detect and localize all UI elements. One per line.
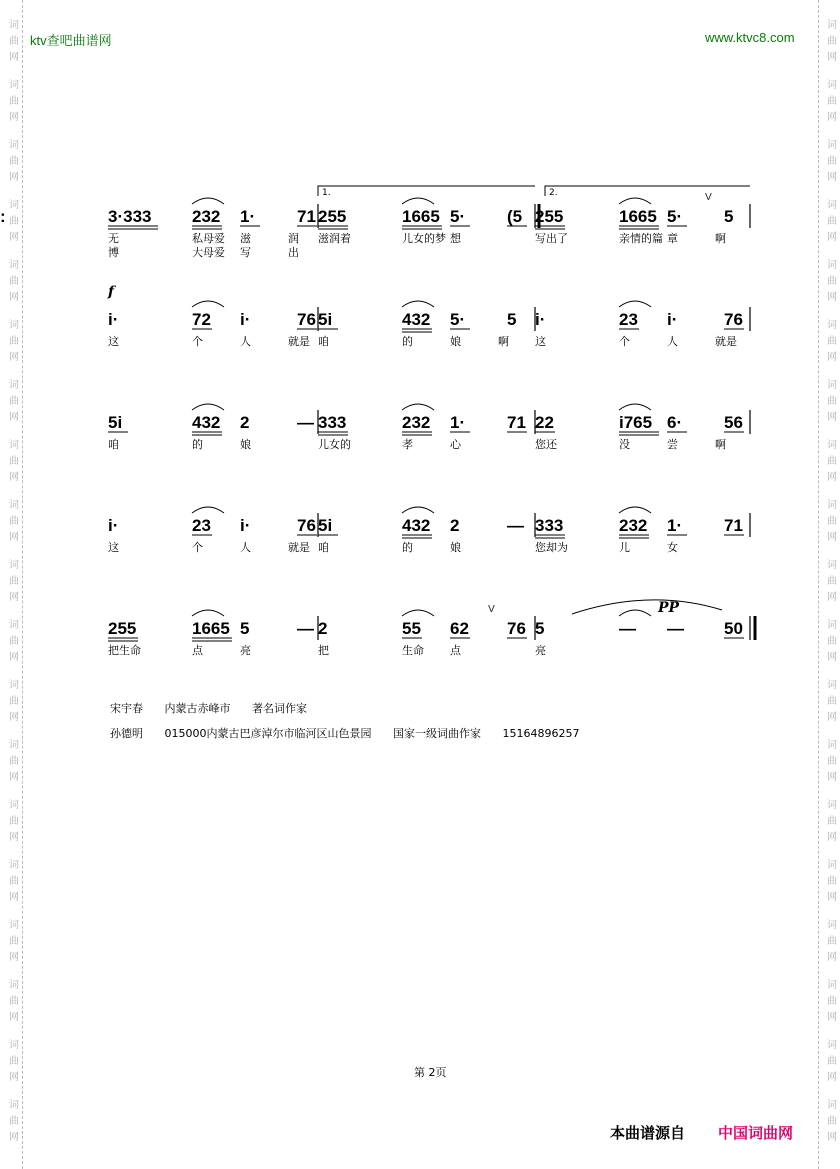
watermark-char: 曲 bbox=[827, 456, 837, 467]
lyric-line1: 咱 bbox=[318, 541, 329, 554]
slur bbox=[192, 507, 224, 513]
note: 5i bbox=[318, 516, 333, 535]
composer-phone: 15164896257 bbox=[502, 727, 580, 740]
composer-credit bbox=[110, 725, 597, 741]
note: 2 bbox=[450, 516, 460, 535]
slur bbox=[619, 610, 651, 616]
lyric-line1: 个 bbox=[619, 335, 630, 348]
watermark-char: 词 bbox=[827, 500, 837, 511]
lyric-line1: 娘 bbox=[240, 438, 251, 451]
lyric-line1: 这 bbox=[108, 335, 119, 348]
composer-address: 015000内蒙古巴彦淖尔市临河区山色景园 bbox=[164, 727, 372, 740]
source-label: 本曲谱源自 bbox=[610, 1124, 686, 1142]
lyric-line1: 无 bbox=[108, 232, 119, 245]
lyric-line1: 娘 bbox=[450, 541, 461, 554]
lyric-line1: 就是 bbox=[288, 541, 310, 554]
note: 432 bbox=[192, 413, 221, 432]
note: 56 bbox=[724, 413, 743, 432]
watermark-char: 网 bbox=[9, 472, 19, 483]
lyric-line1: 润 bbox=[288, 232, 299, 245]
note: 76 bbox=[297, 310, 316, 329]
watermark-char: 词 bbox=[9, 980, 19, 991]
lyric-line1: 就是 bbox=[715, 335, 737, 348]
note: : bbox=[0, 207, 6, 226]
watermark-char: 网 bbox=[827, 892, 837, 903]
watermark-char: 网 bbox=[827, 172, 837, 183]
watermark-char: 网 bbox=[9, 772, 19, 783]
watermark-char: 曲 bbox=[9, 456, 19, 467]
watermark-char: 网 bbox=[827, 112, 837, 123]
watermark-char: 网 bbox=[9, 1012, 19, 1023]
lyric-line1: 人 bbox=[240, 335, 251, 348]
note: 255 bbox=[108, 619, 137, 638]
watermark-char: 曲 bbox=[9, 756, 19, 767]
watermark-char: 词 bbox=[9, 440, 19, 451]
note: — bbox=[297, 619, 314, 638]
lyric-line1: 就是 bbox=[288, 335, 310, 348]
watermark-char: 曲 bbox=[827, 576, 837, 587]
note: 6· bbox=[667, 413, 683, 432]
watermark-char: 曲 bbox=[9, 636, 19, 647]
note: 432 bbox=[402, 516, 431, 535]
watermark-char: 曲 bbox=[827, 696, 837, 707]
lyric-line1: 啊 bbox=[715, 232, 726, 245]
note: i· bbox=[108, 310, 119, 329]
note: 2 bbox=[318, 619, 328, 638]
watermark-char: 网 bbox=[827, 832, 837, 843]
lyric-line1: 写出了 bbox=[535, 232, 568, 245]
watermark-char: 词 bbox=[827, 920, 837, 931]
lyric-line1: 尝 bbox=[667, 438, 678, 451]
watermark-char: 网 bbox=[827, 652, 837, 663]
lyric-line1: 女 bbox=[667, 541, 678, 554]
note: 1· bbox=[240, 207, 256, 226]
watermark-char: 词 bbox=[827, 1040, 837, 1051]
watermark-char: 词 bbox=[827, 440, 837, 451]
watermark-char: 网 bbox=[827, 232, 837, 243]
watermark-char: 曲 bbox=[827, 756, 837, 767]
note: 1665 bbox=[619, 207, 657, 226]
note: 432 bbox=[402, 310, 431, 329]
watermark-char: 词 bbox=[9, 80, 19, 91]
watermark-char: 曲 bbox=[9, 96, 19, 107]
watermark-char: 曲 bbox=[827, 96, 837, 107]
note: i765 bbox=[619, 413, 653, 432]
lyric-line1: 点 bbox=[450, 644, 461, 657]
lyric-line1: 没 bbox=[619, 438, 630, 451]
lyric-line1: 的 bbox=[402, 541, 413, 554]
watermark-char: 词 bbox=[9, 920, 19, 931]
lyric-line1: 儿女的 bbox=[318, 438, 351, 451]
note: 23 bbox=[192, 516, 211, 535]
lyric-line2: 出 bbox=[288, 246, 299, 259]
note: 1· bbox=[667, 516, 683, 535]
lyric-line1: 心 bbox=[450, 438, 461, 451]
watermark-char: 词 bbox=[9, 560, 19, 571]
watermark-char: 网 bbox=[9, 592, 19, 603]
note: 5 bbox=[535, 619, 545, 638]
note: 76 bbox=[724, 310, 743, 329]
note: 62 bbox=[450, 619, 469, 638]
watermark-char: 网 bbox=[9, 232, 19, 243]
slur bbox=[619, 507, 651, 513]
long-slur bbox=[572, 600, 722, 614]
note: — bbox=[507, 516, 524, 535]
note: 1· bbox=[450, 413, 466, 432]
slur bbox=[402, 610, 434, 616]
watermark-char: 词 bbox=[827, 380, 837, 391]
watermark-char: 词 bbox=[9, 800, 19, 811]
watermark-char: 网 bbox=[9, 952, 19, 963]
watermark-char: 网 bbox=[827, 1132, 837, 1143]
lyric-line1: 娘 bbox=[450, 335, 461, 348]
watermark-char: 曲 bbox=[9, 1116, 19, 1127]
slur bbox=[619, 301, 651, 307]
watermark-char: 曲 bbox=[827, 276, 837, 287]
note: 71 bbox=[507, 413, 526, 432]
note: 232 bbox=[192, 207, 221, 226]
lyric-line1: 您却为 bbox=[535, 541, 568, 554]
volta-bracket-1 bbox=[318, 186, 535, 196]
watermark-char: 网 bbox=[9, 172, 19, 183]
note: i· bbox=[240, 310, 251, 329]
lyric-line1: 儿女的梦 bbox=[402, 232, 446, 245]
slur bbox=[192, 404, 224, 410]
note: 232 bbox=[402, 413, 431, 432]
note: 50 bbox=[724, 619, 743, 638]
note: 5i bbox=[108, 413, 123, 432]
note: 2 bbox=[240, 413, 250, 432]
lyric-line1: 私母爱 bbox=[192, 232, 225, 245]
lyric-line1: 这 bbox=[535, 335, 546, 348]
lyric-line1: 儿 bbox=[619, 541, 630, 554]
note: 76 bbox=[297, 516, 316, 535]
lyric-line1: 滋 bbox=[240, 232, 251, 245]
watermark-char: 词 bbox=[827, 560, 837, 571]
watermark-char: 曲 bbox=[827, 36, 837, 47]
watermark-char: 曲 bbox=[827, 996, 837, 1007]
volta-label-1: 1. bbox=[322, 188, 331, 198]
note: i· bbox=[108, 516, 119, 535]
watermark-char: 词 bbox=[9, 680, 19, 691]
slur bbox=[402, 507, 434, 513]
watermark-char: 曲 bbox=[9, 396, 19, 407]
lyric-line1: 亮 bbox=[535, 644, 546, 657]
lyric-line1: 咱 bbox=[108, 438, 119, 451]
watermark-char: 网 bbox=[9, 1072, 19, 1083]
watermark-char: 词 bbox=[9, 140, 19, 151]
note: 5· bbox=[450, 310, 466, 329]
lyric-line1: 个 bbox=[192, 335, 203, 348]
watermark-char: 词 bbox=[9, 1040, 19, 1051]
watermark-char: 词 bbox=[9, 320, 19, 331]
lyricist-title: 著名词作家 bbox=[252, 702, 307, 715]
note: 5· bbox=[450, 207, 466, 226]
lyricist-name: 宋宇春 bbox=[110, 702, 143, 715]
lyric-line2: 写 bbox=[240, 246, 251, 259]
note: 5· bbox=[667, 207, 683, 226]
lyric-line1: 孝 bbox=[402, 438, 413, 451]
watermark-char: 词 bbox=[9, 260, 19, 271]
watermark-char: 网 bbox=[9, 712, 19, 723]
watermark-char: 网 bbox=[827, 772, 837, 783]
watermark-char: 网 bbox=[827, 1072, 837, 1083]
watermark-char: 网 bbox=[9, 892, 19, 903]
slur bbox=[619, 404, 651, 410]
lyric-line1: 点 bbox=[192, 644, 203, 657]
volta-label-2: 2. bbox=[549, 188, 558, 198]
note: 3·333 bbox=[108, 207, 152, 226]
watermark-char: 词 bbox=[827, 740, 837, 751]
note: — bbox=[667, 619, 684, 638]
watermark-char: 网 bbox=[827, 352, 837, 363]
watermark-char: 曲 bbox=[9, 36, 19, 47]
watermark-char: 网 bbox=[827, 532, 837, 543]
site-url-right[interactable]: www.ktvc8.com bbox=[705, 30, 795, 45]
watermark-char: 词 bbox=[827, 680, 837, 691]
note: 71 bbox=[297, 207, 316, 226]
lyricist-location: 内蒙古赤峰市 bbox=[164, 702, 231, 715]
composer-title: 国家一级词曲作家 bbox=[393, 727, 481, 740]
slur bbox=[402, 301, 434, 307]
watermark-char: 词 bbox=[827, 80, 837, 91]
watermark-char: 词 bbox=[827, 260, 837, 271]
watermark-char: 曲 bbox=[827, 876, 837, 887]
watermark-char: 词 bbox=[9, 200, 19, 211]
lyric-line1: 的 bbox=[402, 335, 413, 348]
lyric-line2: 大母爱 bbox=[192, 246, 225, 259]
watermark-char: 曲 bbox=[827, 1116, 837, 1127]
composer-name: 孙德明 bbox=[110, 727, 143, 740]
note: — bbox=[619, 619, 636, 638]
note: 255 bbox=[318, 207, 347, 226]
watermark-char: 网 bbox=[9, 292, 19, 303]
lyric-line1: 亮 bbox=[240, 644, 251, 657]
watermark-char: 曲 bbox=[827, 336, 837, 347]
watermark-char: 网 bbox=[9, 1132, 19, 1143]
slur bbox=[192, 301, 224, 307]
watermark-char: 网 bbox=[827, 292, 837, 303]
watermark-char: 曲 bbox=[9, 336, 19, 347]
note: 71 bbox=[724, 516, 743, 535]
watermark-char: 网 bbox=[9, 412, 19, 423]
watermark-char: 网 bbox=[9, 532, 19, 543]
note: 5 bbox=[724, 207, 734, 226]
note: 255 bbox=[535, 207, 564, 226]
note: i· bbox=[535, 310, 546, 329]
watermark-char: 曲 bbox=[827, 216, 837, 227]
lyric-line1: 生命 bbox=[402, 644, 424, 657]
lyric-line1: 咱 bbox=[318, 335, 329, 348]
lyric-line1: 把生命 bbox=[108, 644, 141, 657]
watermark-char: 曲 bbox=[9, 1056, 19, 1067]
site-name-left[interactable]: ktv查吧曲谱网 bbox=[30, 33, 112, 48]
watermark-char: 词 bbox=[827, 200, 837, 211]
watermark-char: 词 bbox=[827, 980, 837, 991]
watermark-char: 词 bbox=[827, 860, 837, 871]
watermark-char: 曲 bbox=[9, 276, 19, 287]
watermark-char: 词 bbox=[9, 500, 19, 511]
lyric-line1: 人 bbox=[667, 335, 678, 348]
note: 5 bbox=[507, 310, 517, 329]
lyric-line1: 啊 bbox=[715, 438, 726, 451]
note: 1665 bbox=[402, 207, 440, 226]
watermark-char: 曲 bbox=[827, 636, 837, 647]
lyric-line1: 个 bbox=[192, 541, 203, 554]
watermark-char: 曲 bbox=[9, 816, 19, 827]
watermark-char: 网 bbox=[827, 952, 837, 963]
note: 72 bbox=[192, 310, 211, 329]
lyricist-credit bbox=[110, 700, 325, 716]
slur bbox=[402, 404, 434, 410]
watermark-char: 曲 bbox=[9, 936, 19, 947]
watermark-char: 网 bbox=[827, 472, 837, 483]
watermark-char: 曲 bbox=[827, 936, 837, 947]
lyric-line2: 博 bbox=[108, 246, 119, 259]
slur bbox=[192, 198, 224, 204]
watermark-char: 曲 bbox=[827, 816, 837, 827]
lyric-line1: 把 bbox=[318, 644, 329, 657]
lyric-line1: 人 bbox=[240, 541, 251, 554]
watermark-char: 曲 bbox=[9, 156, 19, 167]
note: 1665 bbox=[192, 619, 230, 638]
watermark-char: 曲 bbox=[9, 576, 19, 587]
lyric-line1: 亲情的篇 bbox=[619, 232, 663, 245]
note: 333 bbox=[318, 413, 347, 432]
note: — bbox=[297, 413, 314, 432]
dynamic-mark: PP bbox=[658, 600, 680, 616]
watermark-char: 词 bbox=[827, 20, 837, 31]
lyric-line1: 想 bbox=[450, 232, 461, 245]
watermark-char: 网 bbox=[9, 112, 19, 123]
lyric-line1: 的 bbox=[192, 438, 203, 451]
watermark-char: 词 bbox=[827, 800, 837, 811]
watermark-char: 曲 bbox=[9, 516, 19, 527]
watermark-char: 网 bbox=[9, 52, 19, 63]
page-number: 第 2页 bbox=[414, 1066, 447, 1079]
note: 5 bbox=[240, 619, 250, 638]
watermark-char: 曲 bbox=[9, 996, 19, 1007]
note: 333 bbox=[535, 516, 564, 535]
watermark-char: 曲 bbox=[827, 1056, 837, 1067]
watermark-char: 词 bbox=[827, 320, 837, 331]
watermark-char: 网 bbox=[9, 352, 19, 363]
watermark-char: 曲 bbox=[827, 516, 837, 527]
watermark-char: 网 bbox=[827, 592, 837, 603]
watermark-char: 词 bbox=[827, 140, 837, 151]
watermark-char: 词 bbox=[827, 620, 837, 631]
watermark-char: 词 bbox=[9, 740, 19, 751]
watermark-char: 曲 bbox=[827, 396, 837, 407]
volta-bracket-2 bbox=[545, 186, 750, 196]
note: 22 bbox=[535, 413, 554, 432]
note: 76 bbox=[507, 619, 526, 638]
slur bbox=[402, 198, 434, 204]
dynamic-mark: f bbox=[108, 284, 115, 300]
note: (5 bbox=[507, 207, 523, 226]
note: i· bbox=[667, 310, 678, 329]
watermark-char: 网 bbox=[827, 412, 837, 423]
watermark-char: 网 bbox=[827, 712, 837, 723]
watermark-char: 网 bbox=[9, 652, 19, 663]
watermark-char: 词 bbox=[9, 860, 19, 871]
note: 232 bbox=[619, 516, 648, 535]
source-site[interactable]: 中国词曲网 bbox=[718, 1124, 794, 1142]
slur bbox=[619, 198, 651, 204]
watermark-char: 词 bbox=[827, 1100, 837, 1111]
note: i· bbox=[240, 516, 251, 535]
breath-mark: V bbox=[488, 604, 495, 615]
note: 55 bbox=[402, 619, 421, 638]
watermark-char: 曲 bbox=[9, 216, 19, 227]
lyric-line1: 章 bbox=[667, 232, 678, 245]
watermark-char: 曲 bbox=[827, 156, 837, 167]
lyric-line1: 这 bbox=[108, 541, 119, 554]
lyric-line1: 您还 bbox=[535, 438, 557, 451]
lyric-line1: 滋润着 bbox=[318, 232, 351, 245]
breath-mark: V bbox=[705, 192, 712, 203]
watermark-char: 网 bbox=[9, 832, 19, 843]
watermark-char: 词 bbox=[9, 380, 19, 391]
lyric-line1: 啊 bbox=[498, 335, 509, 348]
watermark-char: 词 bbox=[9, 620, 19, 631]
watermark-char: 词 bbox=[9, 1100, 19, 1111]
note: 23 bbox=[619, 310, 638, 329]
slur bbox=[192, 610, 224, 616]
watermark-char: 词 bbox=[9, 20, 19, 31]
watermark-char: 网 bbox=[827, 1012, 837, 1023]
watermark-char: 网 bbox=[827, 52, 837, 63]
note: 5i bbox=[318, 310, 333, 329]
watermark-char: 曲 bbox=[9, 696, 19, 707]
watermark-char: 曲 bbox=[9, 876, 19, 887]
